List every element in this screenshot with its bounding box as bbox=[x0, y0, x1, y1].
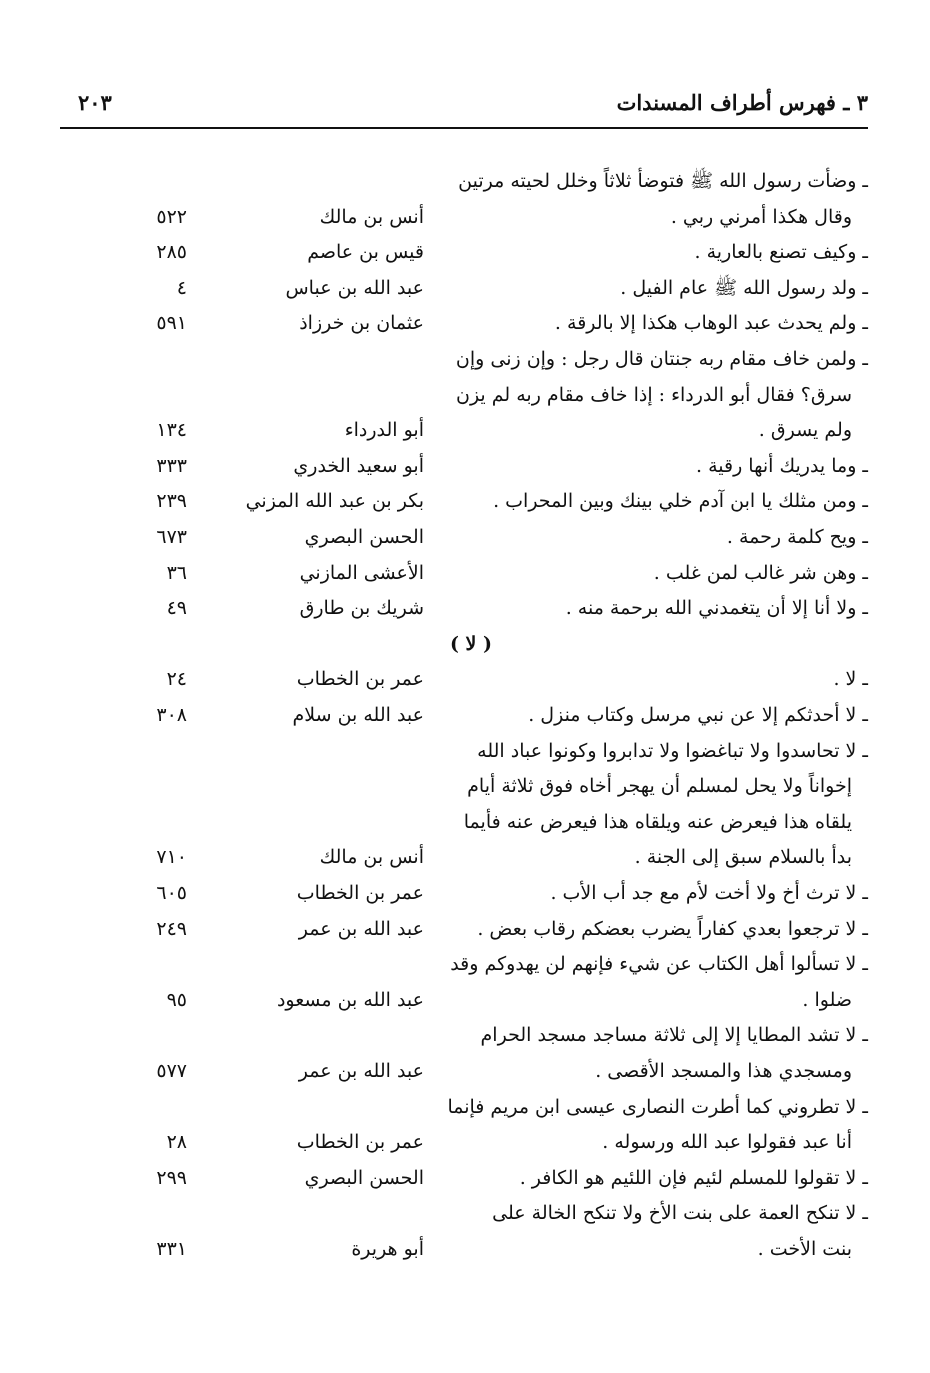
section-heading: ( لا ) bbox=[449, 632, 492, 655]
narrator-name: الحسن البصري bbox=[304, 526, 424, 548]
hadith-number: ٢٨ bbox=[166, 1131, 187, 1154]
hadith-number: ٧١٠ bbox=[156, 846, 187, 869]
narrator-name: عبد الله بن سلام bbox=[292, 704, 424, 726]
narrator-name: أنس بن مالك bbox=[319, 846, 424, 869]
hadith-text-line: ـ وما يدريك أنها رقية . bbox=[696, 454, 868, 477]
hadith-number: ٢٣٩ bbox=[156, 490, 187, 513]
hadith-text-line: ـ ومن مثلك يا ابن آدم خلي بينك وبين المحراب . bbox=[493, 490, 868, 513]
narrator-name: عمر بن الخطاب bbox=[296, 882, 424, 904]
hadith-text-line: ـ لا تقولوا للمسلم لئيم فإن اللئيم هو الكافر . bbox=[519, 1166, 868, 1189]
hadith-text-line: بدأ بالسلام سبق إلى الجنة . bbox=[634, 846, 852, 869]
narrator-name: أنس بن مالك bbox=[319, 205, 424, 228]
narrator-name: أبو سعيد الخدري bbox=[293, 454, 424, 477]
hadith-text-line: ـ ولمن خاف مقام ربه جنتان قال رجل : وإن زنى وإن bbox=[455, 348, 868, 370]
hadith-text-line: ـ ولم يحدث عبد الوهاب هكذا إلا بالرقة . bbox=[554, 312, 868, 335]
narrator-name: عثمان بن خرزاذ bbox=[299, 312, 424, 335]
hadith-text-line: ـ ويح كلمة رحمة . bbox=[726, 526, 868, 548]
hadith-number: ٣٣١ bbox=[156, 1238, 187, 1260]
hadith-text-line: ومسجدي هذا والمسجد الأقصى . bbox=[595, 1060, 852, 1082]
narrator-name: الحسن البصري bbox=[304, 1166, 424, 1189]
header-rule bbox=[60, 127, 868, 129]
hadith-text-line: بنت الأخت . bbox=[757, 1238, 852, 1260]
hadith-text-line: إخواناً ولا يحل لمسلم أن يهجر أخاه فوق ثلاثة أيام bbox=[467, 775, 852, 798]
narrator-name: بكر بن عبد الله المزني bbox=[245, 490, 424, 513]
hadith-number: ٢٨٥ bbox=[156, 241, 187, 264]
hadith-text-line: يلقاه هذا فيعرض عنه ويلقاه هذا فيعرض عنه فأيما bbox=[463, 810, 852, 833]
narrator-name: قيس بن عاصم bbox=[307, 241, 424, 264]
narrator-name: عبد الله بن عمر bbox=[298, 917, 424, 940]
hadith-number: ٦٧٣ bbox=[156, 526, 187, 548]
hadith-text-line: ـ لا تشد المطايا إلا إلى ثلاثة مساجد مسجد الحرام bbox=[480, 1024, 868, 1047]
hadith-number: ٣٣٣ bbox=[156, 454, 187, 477]
hadith-text-line: ـ لا . bbox=[833, 668, 868, 691]
narrator-name: عمر بن الخطاب bbox=[296, 1131, 424, 1154]
hadith-number: ٥٩١ bbox=[156, 312, 187, 335]
narrator-name: شريك بن طارق bbox=[299, 597, 424, 620]
hadith-number: ٤٩ bbox=[166, 597, 187, 620]
hadith-text-line: وقال هكذا أمرني ربي . bbox=[670, 205, 852, 228]
narrator-name: عبد الله بن عباس bbox=[285, 276, 424, 299]
hadith-number: ٢٩٩ bbox=[156, 1166, 187, 1189]
hadith-number: ٥٧٧ bbox=[156, 1060, 187, 1082]
hadith-text-line: ـ ولد رسول الله ﷺ عام الفيل . bbox=[620, 276, 868, 299]
hadith-text-line: ولم يسرق . bbox=[758, 419, 852, 442]
hadith-number: ٥٢٢ bbox=[156, 205, 187, 228]
page-header bbox=[60, 88, 868, 124]
page-number: ٢٠٣ bbox=[78, 90, 112, 115]
narrator-name: عبد الله بن مسعود bbox=[276, 988, 424, 1011]
hadith-number: ٣٦ bbox=[166, 561, 187, 584]
hadith-text-line: ضلوا . bbox=[802, 988, 852, 1011]
hadith-text-line: ـ ولا أنا إلا أن يتغمدني الله برحمة منه . bbox=[565, 597, 868, 620]
hadith-text-line: ـ لا تطروني كما أطرت النصارى عيسى ابن مريم فإنما bbox=[447, 1095, 868, 1118]
hadith-text-line: ـ وهن شر غالب لمن غلب . bbox=[653, 561, 868, 584]
narrator-name: الأعشى المازني bbox=[299, 561, 424, 584]
hadith-number: ١٣٤ bbox=[156, 419, 187, 442]
hadith-text-line: ـ لا أحدثكم إلا عن نبي مرسل وكتاب منزل . bbox=[528, 704, 868, 726]
hadith-number: ٤ bbox=[176, 276, 187, 299]
hadith-text-line: أنا عبد فقولوا عبد الله ورسوله . bbox=[602, 1131, 852, 1154]
hadith-text-line: ـ لا ترجعوا بعدي كفاراً يضرب بعضكم رقاب بعض . bbox=[477, 917, 868, 940]
hadith-text-line: ـ لا تنكح العمة على بنت الأخ ولا تنكح الخالة على bbox=[492, 1202, 868, 1225]
narrator-name: عبد الله بن عمر bbox=[298, 1060, 424, 1082]
hadith-text-line: سرق؟ فقال أبو الدرداء : إذا خاف مقام ربه لم يزن bbox=[456, 383, 852, 406]
narrator-name: عمر بن الخطاب bbox=[296, 668, 424, 691]
running-title: ٣ ـ فهرس أطراف المسندات bbox=[616, 90, 868, 115]
hadith-text-line: ـ وكيف تصنع بالعارية . bbox=[694, 241, 868, 264]
hadith-text-line: ـ لا تسألوا أهل الكتاب عن شيء فإنهم لن يهدوكم وقد bbox=[450, 953, 868, 976]
hadith-text-line: ـ وضأت رسول الله ﷺ فتوضأ ثلاثاً وخلل لحيته مرتين bbox=[458, 170, 868, 192]
narrator-name: أبو الدرداء bbox=[344, 419, 424, 442]
hadith-text-line: ـ لا تحاسدوا ولا تباغضوا ولا تدابروا وكونوا عباد الله bbox=[477, 739, 868, 762]
hadith-number: ٢٤٩ bbox=[156, 917, 187, 940]
hadith-text-line: ـ لا ترث أخ ولا أخت لأم مع جد أب الأب . bbox=[550, 882, 868, 904]
hadith-number: ٩٥ bbox=[166, 988, 187, 1011]
hadith-number: ٣٠٨ bbox=[156, 704, 187, 726]
hadith-number: ٦٠٥ bbox=[156, 882, 187, 904]
narrator-name: أبو هريرة bbox=[351, 1238, 424, 1260]
hadith-number: ٢٤ bbox=[166, 668, 187, 691]
